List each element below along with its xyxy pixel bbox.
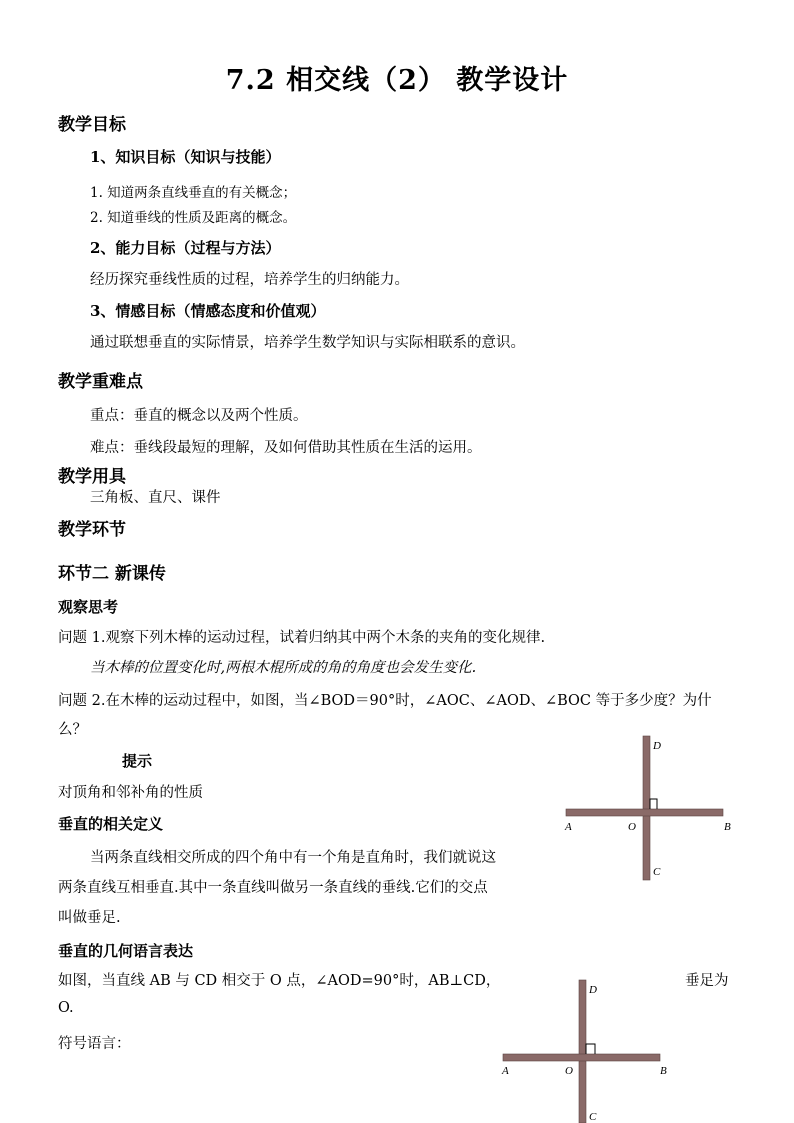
hint-heading: 提示 [122, 752, 153, 770]
section-title: 环节二 新课传 [58, 564, 166, 584]
tools-heading: 教学用具 [58, 467, 126, 487]
page-title: 7.2 相交线（2） 教学设计 [225, 65, 569, 96]
emotion-heading: 3、情感目标（情感态度和价值观） [90, 302, 326, 320]
key-points-heading: 教学重难点 [58, 372, 143, 392]
key-point-text: 重点：垂直的概念以及两个性质。 [90, 408, 308, 424]
label-a: A [502, 1065, 509, 1077]
question-1: 问题 1.观察下列木棒的运动过程，试着归纳其中两个木条的夹角的变化规律. [58, 630, 546, 646]
observe-heading: 观察思考 [58, 598, 119, 616]
ability-heading: 2、能力目标（过程与方法） [90, 239, 281, 257]
question-1-answer: 当木棒的位置变化时,两根木棍所成的角的角度也会发生变化. [90, 660, 477, 676]
tools-text: 三角板、直尺、课件 [90, 490, 221, 506]
rod-ab [503, 1054, 660, 1061]
knowledge-item-1: 1. 知道两条直线垂直的有关概念； [90, 185, 297, 201]
hint-text: 对顶角和邻补角的性质 [58, 785, 203, 801]
question-2-line-2: 么？ [58, 722, 87, 738]
objectives-heading: 教学目标 [58, 115, 126, 135]
ability-text: 经历探究垂线性质的过程，培养学生的归纳能力。 [90, 272, 409, 288]
process-heading: 教学环节 [58, 520, 126, 540]
difficult-point-text: 难点：垂线段最短的理解，及如何借助其性质在生活的运用。 [90, 440, 482, 456]
emotion-text: 通过联想垂直的实际情景，培养学生数学知识与实际相联系的意识。 [90, 335, 525, 351]
label-d: D [589, 984, 597, 996]
rod-cd [643, 736, 650, 880]
expression-line-2: O. [58, 1000, 74, 1016]
label-b: B [660, 1065, 667, 1077]
label-d: D [653, 740, 661, 752]
label-o: O [628, 821, 636, 833]
label-o: O [565, 1065, 573, 1077]
symbol-language-label: 符号语言： [58, 1036, 131, 1052]
knowledge-item-2: 2. 知道垂线的性质及距离的概念。 [90, 210, 297, 226]
perpendicular-figure-2 [495, 976, 695, 1123]
label-c: C [589, 1111, 597, 1123]
perpendicular-figure-1 [560, 732, 760, 884]
question-2-line-1: 问题 2.在木棒的运动过程中，如图，当∠BOD＝90°时，∠AOC、∠AOD、∠BOC 等于多少度？为什 [58, 693, 712, 709]
definition-heading: 垂直的相关定义 [58, 815, 164, 833]
right-angle-mark [586, 1044, 595, 1054]
expression-line-1: 如图，当直线 AB 与 CD 相交于 O 点，∠AOD=90°时，AB⊥CD， [58, 973, 501, 989]
expression-foot: 垂足为 [685, 973, 729, 989]
right-angle-mark [650, 799, 657, 809]
rod-ab [566, 809, 723, 816]
definition-line-3: 叫做垂足. [58, 910, 121, 926]
label-a: A [565, 821, 572, 833]
label-c: C [653, 866, 661, 878]
rod-cd [579, 980, 586, 1123]
definition-line-1: 当两条直线相交所成的四个角中有一个角是直角时，我们就说这 [90, 850, 496, 866]
expression-heading: 垂直的几何语言表达 [58, 942, 194, 960]
definition-line-2: 两条直线互相垂直.其中一条直线叫做另一条直线的垂线.它们的交点 [58, 880, 488, 896]
label-b: B [724, 821, 731, 833]
knowledge-heading: 1、知识目标（知识与技能） [90, 148, 281, 166]
